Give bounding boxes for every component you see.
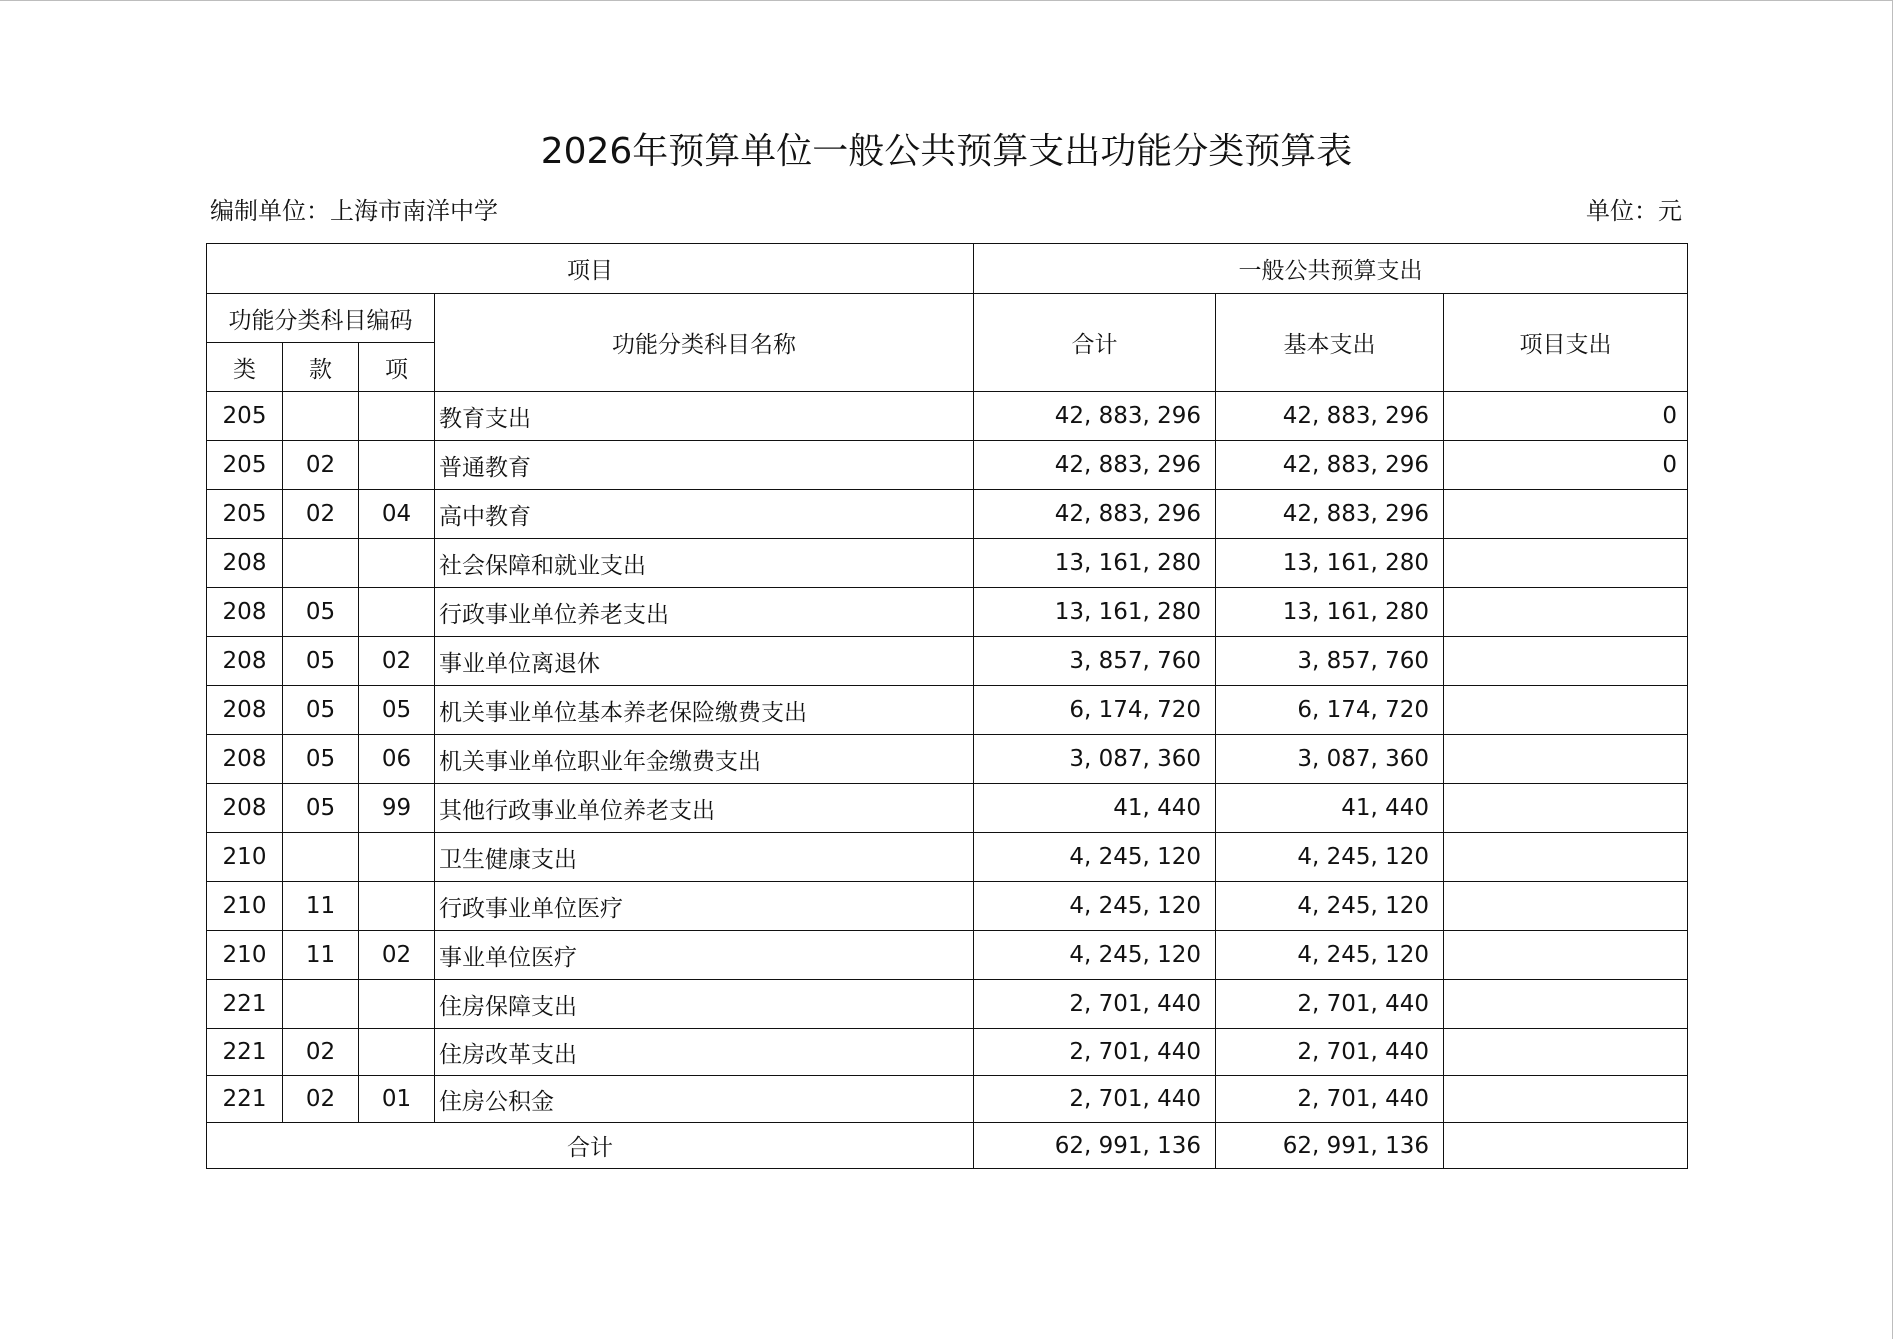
total-cell: 41, 440 bbox=[974, 784, 1216, 833]
subject-name-cell: 社会保障和就业支出 bbox=[435, 539, 974, 588]
table-row bbox=[207, 833, 1688, 882]
kuan-cell: 02 bbox=[283, 1029, 359, 1076]
total-cell: 2, 701, 440 bbox=[974, 1076, 1216, 1123]
table-row bbox=[207, 980, 1688, 1029]
project-cell bbox=[1444, 735, 1688, 784]
table-row bbox=[207, 784, 1688, 833]
header-row-1 bbox=[207, 244, 1688, 294]
basic-cell: 2, 701, 440 bbox=[1216, 1076, 1444, 1123]
header-code-group: 功能分类科目编码 bbox=[207, 294, 435, 343]
project-cell bbox=[1444, 637, 1688, 686]
xiang-cell: 99 bbox=[359, 784, 435, 833]
total-cell: 3, 857, 760 bbox=[974, 637, 1216, 686]
total-label-cell: 合计 bbox=[207, 1123, 974, 1169]
xiang-cell: 02 bbox=[359, 931, 435, 980]
header-row-2 bbox=[207, 294, 1688, 343]
xiang-cell bbox=[359, 588, 435, 637]
basic-cell: 4, 245, 120 bbox=[1216, 931, 1444, 980]
total-cell: 13, 161, 280 bbox=[974, 539, 1216, 588]
project-cell: 0 bbox=[1444, 392, 1688, 441]
xiang-cell: 02 bbox=[359, 637, 435, 686]
subject-name-cell: 住房保障支出 bbox=[435, 980, 974, 1029]
lei-cell: 221 bbox=[207, 1029, 283, 1076]
table-row bbox=[207, 588, 1688, 637]
total-cell: 2, 701, 440 bbox=[974, 980, 1216, 1029]
project-cell bbox=[1444, 833, 1688, 882]
page-title: 2026年预算单位一般公共预算支出功能分类预算表 bbox=[540, 131, 1353, 172]
project-cell bbox=[1444, 539, 1688, 588]
total-sum-cell: 62, 991, 136 bbox=[974, 1123, 1216, 1169]
lei-cell: 221 bbox=[207, 980, 283, 1029]
kuan-cell: 02 bbox=[283, 490, 359, 539]
project-cell bbox=[1444, 882, 1688, 931]
subject-name-cell: 事业单位医疗 bbox=[435, 931, 974, 980]
header-basic-col: 基本支出 bbox=[1216, 294, 1444, 392]
kuan-cell: 05 bbox=[283, 735, 359, 784]
xiang-cell bbox=[359, 1029, 435, 1076]
xiang-cell bbox=[359, 392, 435, 441]
total-cell: 42, 883, 296 bbox=[974, 490, 1216, 539]
project-cell bbox=[1444, 490, 1688, 539]
subject-name-cell: 行政事业单位养老支出 bbox=[435, 588, 974, 637]
basic-cell: 3, 857, 760 bbox=[1216, 637, 1444, 686]
subject-name-cell: 普通教育 bbox=[435, 441, 974, 490]
lei-cell: 210 bbox=[207, 833, 283, 882]
kuan-cell: 05 bbox=[283, 784, 359, 833]
xiang-cell: 01 bbox=[359, 1076, 435, 1123]
kuan-cell bbox=[283, 392, 359, 441]
lei-cell: 205 bbox=[207, 392, 283, 441]
kuan-cell bbox=[283, 980, 359, 1029]
xiang-cell: 06 bbox=[359, 735, 435, 784]
subject-name-cell: 高中教育 bbox=[435, 490, 974, 539]
basic-cell: 4, 245, 120 bbox=[1216, 882, 1444, 931]
total-cell: 4, 245, 120 bbox=[974, 882, 1216, 931]
basic-cell: 41, 440 bbox=[1216, 784, 1444, 833]
table-row bbox=[207, 1076, 1688, 1123]
header-general-budget: 一般公共预算支出 bbox=[974, 244, 1688, 294]
total-cell: 42, 883, 296 bbox=[974, 392, 1216, 441]
table-row bbox=[207, 735, 1688, 784]
kuan-cell: 05 bbox=[283, 588, 359, 637]
basic-cell: 3, 087, 360 bbox=[1216, 735, 1444, 784]
lei-cell: 208 bbox=[207, 784, 283, 833]
subject-name-cell: 其他行政事业单位养老支出 bbox=[435, 784, 974, 833]
kuan-cell: 05 bbox=[283, 686, 359, 735]
project-cell bbox=[1444, 931, 1688, 980]
total-cell: 3, 087, 360 bbox=[974, 735, 1216, 784]
total-cell: 6, 174, 720 bbox=[974, 686, 1216, 735]
header-project-col: 项目支出 bbox=[1444, 294, 1688, 392]
currency-unit-label: 单位：元 bbox=[1586, 197, 1682, 225]
xiang-cell bbox=[359, 441, 435, 490]
project-cell: 0 bbox=[1444, 441, 1688, 490]
kuan-cell: 05 bbox=[283, 637, 359, 686]
subject-name-cell: 机关事业单位基本养老保险缴费支出 bbox=[435, 686, 974, 735]
lei-cell: 210 bbox=[207, 882, 283, 931]
subject-name-cell: 事业单位离退休 bbox=[435, 637, 974, 686]
basic-cell: 13, 161, 280 bbox=[1216, 588, 1444, 637]
project-cell bbox=[1444, 686, 1688, 735]
basic-cell: 42, 883, 296 bbox=[1216, 490, 1444, 539]
project-cell bbox=[1444, 588, 1688, 637]
xiang-cell: 05 bbox=[359, 686, 435, 735]
xiang-cell bbox=[359, 980, 435, 1029]
lei-cell: 210 bbox=[207, 931, 283, 980]
total-row bbox=[207, 1123, 1688, 1169]
budget-table bbox=[206, 243, 1688, 1169]
project-cell bbox=[1444, 1029, 1688, 1076]
lei-cell: 205 bbox=[207, 441, 283, 490]
xiang-cell: 04 bbox=[359, 490, 435, 539]
table-row bbox=[207, 637, 1688, 686]
subject-name-cell: 住房公积金 bbox=[435, 1076, 974, 1123]
basic-cell: 2, 701, 440 bbox=[1216, 980, 1444, 1029]
xiang-cell bbox=[359, 882, 435, 931]
lei-cell: 208 bbox=[207, 637, 283, 686]
total-cell: 2, 701, 440 bbox=[974, 1029, 1216, 1076]
table-row bbox=[207, 539, 1688, 588]
subject-name-cell: 卫生健康支出 bbox=[435, 833, 974, 882]
kuan-cell bbox=[283, 833, 359, 882]
compiling-unit-label: 编制单位：上海市南洋中学 bbox=[210, 197, 498, 225]
project-sum-cell bbox=[1444, 1123, 1688, 1169]
lei-cell: 221 bbox=[207, 1076, 283, 1123]
kuan-cell: 02 bbox=[283, 441, 359, 490]
total-cell: 4, 245, 120 bbox=[974, 833, 1216, 882]
basic-cell: 2, 701, 440 bbox=[1216, 1029, 1444, 1076]
total-cell: 42, 883, 296 bbox=[974, 441, 1216, 490]
basic-cell: 6, 174, 720 bbox=[1216, 686, 1444, 735]
kuan-cell bbox=[283, 539, 359, 588]
total-cell: 13, 161, 280 bbox=[974, 588, 1216, 637]
header-project: 项目 bbox=[207, 244, 974, 294]
basic-sum-cell: 62, 991, 136 bbox=[1216, 1123, 1444, 1169]
basic-cell: 42, 883, 296 bbox=[1216, 392, 1444, 441]
table-row bbox=[207, 392, 1688, 441]
subject-name-cell: 住房改革支出 bbox=[435, 1029, 974, 1076]
subject-name-cell: 行政事业单位医疗 bbox=[435, 882, 974, 931]
lei-cell: 208 bbox=[207, 686, 283, 735]
basic-cell: 42, 883, 296 bbox=[1216, 441, 1444, 490]
project-cell bbox=[1444, 980, 1688, 1029]
project-cell bbox=[1444, 1076, 1688, 1123]
page-edge-top bbox=[0, 0, 1893, 1]
table-row bbox=[207, 931, 1688, 980]
kuan-cell: 11 bbox=[283, 882, 359, 931]
table-row bbox=[207, 441, 1688, 490]
table-row bbox=[207, 882, 1688, 931]
header-total-col: 合计 bbox=[974, 294, 1216, 392]
lei-cell: 205 bbox=[207, 490, 283, 539]
total-cell: 4, 245, 120 bbox=[974, 931, 1216, 980]
subject-name-cell: 教育支出 bbox=[435, 392, 974, 441]
header-kuan: 款 bbox=[283, 343, 359, 392]
xiang-cell bbox=[359, 833, 435, 882]
basic-cell: 13, 161, 280 bbox=[1216, 539, 1444, 588]
subject-name-cell: 机关事业单位职业年金缴费支出 bbox=[435, 735, 974, 784]
table-row bbox=[207, 686, 1688, 735]
header-name-col: 功能分类科目名称 bbox=[435, 294, 974, 392]
kuan-cell: 11 bbox=[283, 931, 359, 980]
table-row bbox=[207, 490, 1688, 539]
xiang-cell bbox=[359, 539, 435, 588]
table-row bbox=[207, 1029, 1688, 1076]
lei-cell: 208 bbox=[207, 588, 283, 637]
kuan-cell: 02 bbox=[283, 1076, 359, 1123]
lei-cell: 208 bbox=[207, 735, 283, 784]
basic-cell: 4, 245, 120 bbox=[1216, 833, 1444, 882]
lei-cell: 208 bbox=[207, 539, 283, 588]
header-lei: 类 bbox=[207, 343, 283, 392]
header-xiang: 项 bbox=[359, 343, 435, 392]
project-cell bbox=[1444, 784, 1688, 833]
